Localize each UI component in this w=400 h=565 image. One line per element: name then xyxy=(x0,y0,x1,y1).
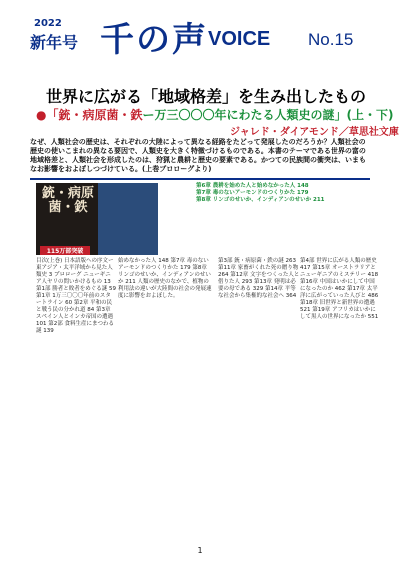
toc-entry: 第7章 毒のないアーモンドのつくりかた 179 xyxy=(196,190,309,196)
column-4: 第4部 世界に広がる人類の歴史 417 第15章 オーストラリアとニューギニアのミステリー 418 第16章 中国はいかにして中国になったのか 462 第17章 太平洋に広がっていった人びと 486 第18章 旧世界と新世界の遭遇 521 第19章 アフリカはいかにして黒人の世界になったか 551 xyxy=(300,258,379,320)
book-subtitle xyxy=(36,106,393,123)
masthead-number: No.15 xyxy=(308,30,354,49)
author-line: ジャレド・ダイアモンド／草思社文庫 xyxy=(230,127,399,138)
column-2: 始めなかった人 148 第7章 毒のないアーモンドのつくりかた 179 第8章 リンゴのせいか、インディアンのせいか 211 人類の歴史のなかで、植物の利用法の違いが大陸間の社会の発展速度に影響をおよぼした。 xyxy=(118,258,212,299)
column-1: 目次(上巻) 日本語版への序文ー東アジア・太平洋域から見た人類史 3 プロローグ ニューギニア人ヤリの問いかけるもの 13 第1部 勝者と敗者をめぐる謎 59 第1章 1万三〇〇〇年前のスタートライン 60 第2章 平和の民と戦う民の分かれ道 84 第3章 スペイン人とインカ帝国の遭遇 101 第2部 食料生産にまつわる謎 139 xyxy=(36,258,116,334)
masthead-year: 2022 xyxy=(34,18,62,29)
top-toc xyxy=(196,183,370,204)
masthead xyxy=(0,0,400,62)
column-3: 第3部 銃・病原菌・鉄の謎 263 第11章 家畜がくれた死の贈り物 264 第12章 文字をつくった人と借りた人 293 第13章 発明は必要の母である 329 第14章 平等な社会から集権的な社会へ 364 xyxy=(218,258,300,299)
toc-entry: 第6章 農耕を始めた人と始めなかった人 148 xyxy=(196,183,309,189)
subtitle-lead: ●「銃・病原菌・鉄 xyxy=(36,108,143,122)
masthead-issue: 新年号 xyxy=(30,33,79,52)
page-number: 1 xyxy=(197,546,203,555)
lead-paragraph: なぜ、人類社会の歴史は、それぞれの大陸によって異なる経路をたどって発展したのだろうか？人類社会の歴史の使いこまれの異なる要因で、人類史を大きく特徴づけるものである。本書のテーマである世界の富の地域格差と、人類社会を形成したのは、狩猟と農耕と歴史の要素である。かつての民族間の衝突は、いまもなお影響をおよぼしつづけている。(上巻プロローグより) xyxy=(30,138,366,173)
subtitle-rest: ー万三〇〇〇年にわたる人類史の謎」(上・下) xyxy=(142,108,394,122)
toc-entry: 第8章 リンゴのせいか、インディアンのせいか 211 xyxy=(196,197,325,203)
masthead-voice: VOICE xyxy=(208,28,271,50)
page-title: 世界に広がる「地域格差」を生み出したもの xyxy=(46,87,367,106)
book-cover xyxy=(36,183,100,255)
masthead-brand: 千の声 xyxy=(100,20,208,60)
book-cover-2 xyxy=(98,183,158,255)
divider xyxy=(30,178,370,180)
sales-badge: 115万部突破 xyxy=(40,246,90,255)
book-cover-title: 銃・病原菌・鉄 xyxy=(41,186,94,215)
